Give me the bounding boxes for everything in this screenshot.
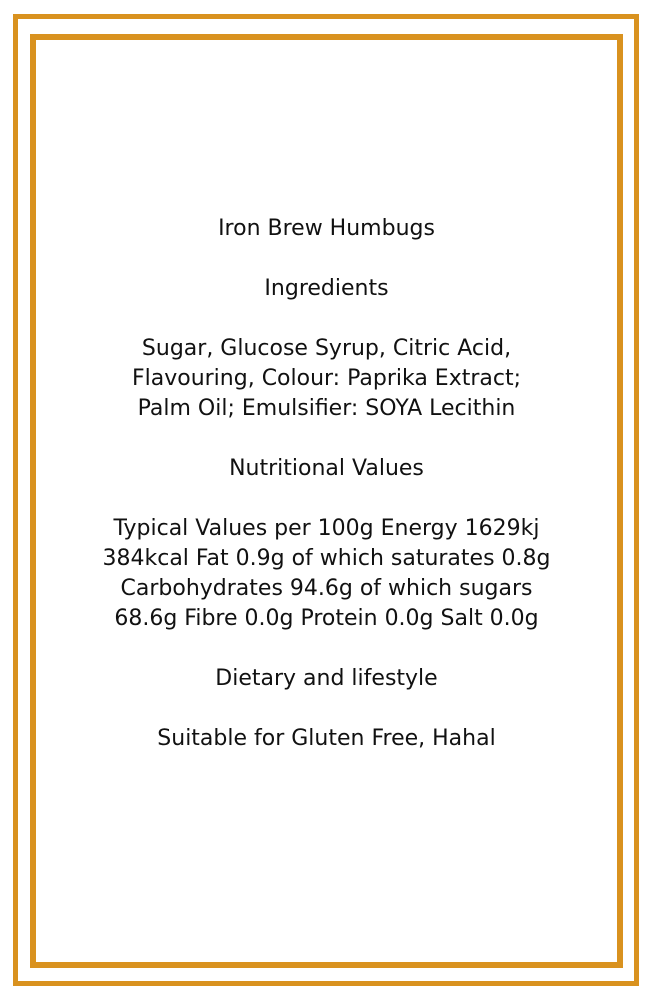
- ingredients-list: [57, 334, 597, 424]
- nutrition-heading: Nutritional Values: [229, 456, 424, 481]
- label-content: [36, 40, 617, 962]
- nutrition-line: Typical Values per 100g Energy 1629kj: [113, 516, 540, 541]
- dietary-text: Suitable for Gluten Free, Hahal: [157, 726, 496, 751]
- dietary-heading: Dietary and lifestyle: [215, 666, 438, 691]
- nutrition-line: 68.6g Fibre 0.0g Protein 0.0g Salt 0.0g: [114, 606, 539, 631]
- dietary-heading-block: [57, 664, 597, 694]
- ingredients-heading-block: [57, 274, 597, 304]
- nutrition-heading-block: [57, 454, 597, 484]
- ingredients-heading: Ingredients: [264, 276, 389, 301]
- ingredients-line: Sugar, Glucose Syrup, Citric Acid,: [141, 336, 512, 361]
- product-title: [57, 214, 597, 244]
- ingredients-line: Palm Oil; Emulsifier: SOYA Lecithin: [137, 396, 516, 421]
- nutrition-values: [57, 514, 597, 634]
- nutrition-line: 384kcal Fat 0.9g of which saturates 0.8g: [102, 546, 551, 571]
- dietary-info: [57, 724, 597, 754]
- product-name: Iron Brew Humbugs: [218, 216, 435, 241]
- nutrition-line: Carbohydrates 94.6g of which sugars: [120, 576, 533, 601]
- ingredients-line: Flavouring, Colour: Paprika Extract;: [131, 366, 522, 391]
